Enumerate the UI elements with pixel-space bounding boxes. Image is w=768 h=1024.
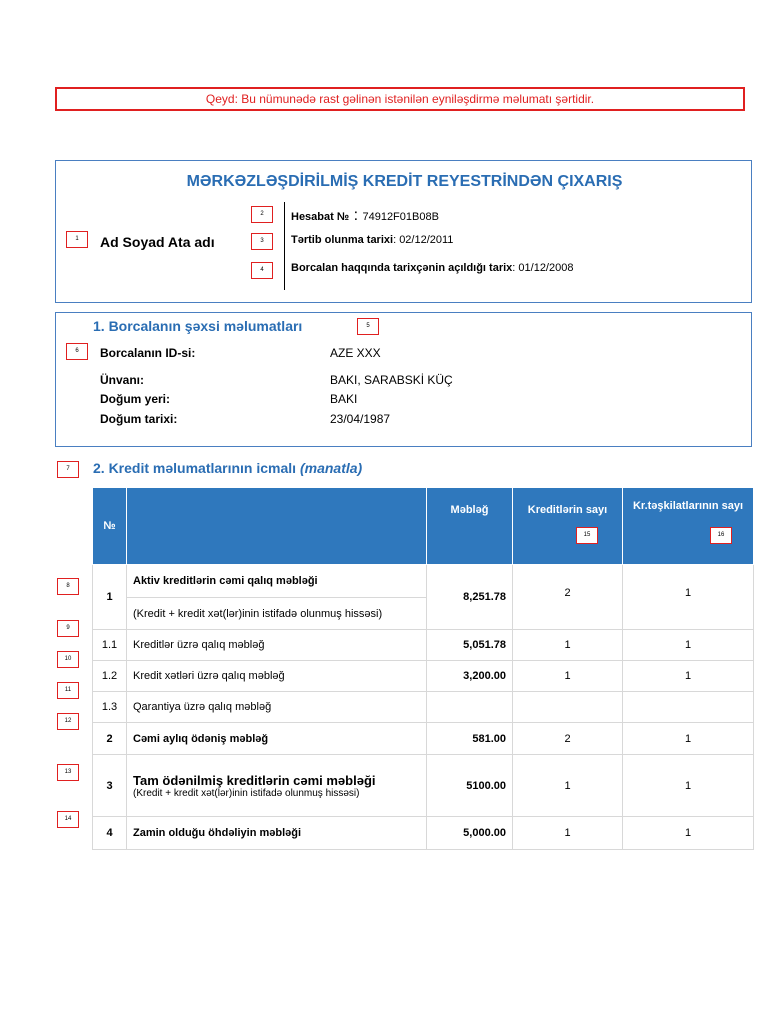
table-row xyxy=(93,565,754,598)
row-no: 1 xyxy=(93,565,127,630)
row-amount: 3,200.00 xyxy=(427,661,513,692)
report-title: MƏRKƏZLƏŞDİRİLMİŞ KREDİT REYESTRİNDƏN ÇIXARIŞ xyxy=(186,173,623,190)
row-count xyxy=(513,692,623,723)
row-label: Zamin olduğu öhdəliyin məbləği xyxy=(127,817,427,850)
row-count: 2 xyxy=(513,565,623,630)
row-label: Cəmi aylıq ödəniş məbləğ xyxy=(127,723,427,755)
row-sublabel: (Kredit + kredit xət(lər)inin istifadə olunmuş hissəsi) xyxy=(127,598,427,630)
col-header-no: № xyxy=(93,488,127,565)
row-no: 2 xyxy=(93,723,127,755)
marker-12: 12 xyxy=(57,713,79,730)
history-date-value: : 01/12/2008 xyxy=(512,262,574,274)
row-orgs: 1 xyxy=(623,630,754,661)
report-number-label: Hesabat № xyxy=(291,211,350,223)
report-header-box xyxy=(55,160,752,303)
marker-2: 2 xyxy=(251,206,273,223)
table-row xyxy=(93,817,754,850)
compiled-date-row xyxy=(291,234,453,246)
credit-summary-table xyxy=(92,487,754,850)
row-label: Kredit xətləri üzrə qalıq məbləğ xyxy=(127,661,427,692)
field-value-address: BAKI, SARABSKİ KÜÇ xyxy=(330,373,453,387)
compiled-date-label: Tərtib olunma tarixi xyxy=(291,234,394,246)
row-count: 1 xyxy=(513,661,623,692)
row-orgs: 1 xyxy=(623,661,754,692)
table-row xyxy=(93,630,754,661)
row-orgs: 1 xyxy=(623,723,754,755)
marker-15: 15 xyxy=(576,527,598,544)
marker-13: 13 xyxy=(57,764,79,781)
row-amount: 5,051.78 xyxy=(427,630,513,661)
table-header-row xyxy=(93,488,754,565)
disclaimer-note: Qeyd: Bu nümunədə rast gəlinən istənilən eyniləşdirmə məlumatı şərtidir. xyxy=(55,87,745,111)
marker-8: 8 xyxy=(57,578,79,595)
row-label: Tam ödənilmiş kreditlərin cəmi məbləği xyxy=(133,772,376,788)
table-row xyxy=(93,661,754,692)
row-count: 1 xyxy=(513,817,623,850)
report-number-sep: : xyxy=(349,207,363,224)
marker-4: 4 xyxy=(251,262,273,279)
field-label-birthplace: Doğum yeri: xyxy=(100,392,171,406)
row-no: 1.3 xyxy=(93,692,127,723)
marker-10: 10 xyxy=(57,651,79,668)
row-count: 2 xyxy=(513,723,623,755)
row-count: 1 xyxy=(513,755,623,817)
row-orgs xyxy=(623,692,754,723)
row-no: 1.1 xyxy=(93,630,127,661)
history-date-row xyxy=(291,262,573,274)
field-value-birthplace: BAKI xyxy=(330,392,358,406)
summary-title-text: 2. Kredit məlumatlarının icmalı xyxy=(93,460,297,476)
row-amount xyxy=(427,692,513,723)
marker-5: 5 xyxy=(357,318,379,335)
history-date-label: Borcalan haqqında tarixçənin açıldığı tarix xyxy=(291,262,513,274)
table-row xyxy=(93,723,754,755)
row-amount: 8,251.78 xyxy=(427,565,513,630)
row-orgs: 1 xyxy=(623,755,754,817)
personal-section-title: 1. Borcalanın şəxsi məlumatları xyxy=(93,318,303,334)
col-header-count: Kreditlərin sayı xyxy=(513,488,623,565)
row-orgs: 1 xyxy=(623,817,754,850)
row-no: 4 xyxy=(93,817,127,850)
col-header-amount: Məbləğ xyxy=(427,488,513,565)
marker-1: 1 xyxy=(66,231,88,248)
row-label: Qarantiya üzrə qalıq məbləğ xyxy=(127,692,427,723)
marker-11: 11 xyxy=(57,682,79,699)
field-label-birthdate: Doğum tarixi: xyxy=(100,412,178,426)
row-no: 3 xyxy=(93,755,127,817)
marker-6: 6 xyxy=(66,343,88,360)
marker-9: 9 xyxy=(57,620,79,637)
compiled-date-value: : 02/12/2011 xyxy=(393,234,454,246)
row-sublabel: (Kredit + kredit xət(lər)inin istifadə olunmuş hissəsi) xyxy=(133,787,360,799)
summary-section-title xyxy=(93,460,362,476)
row-no: 1.2 xyxy=(93,661,127,692)
col-header-desc xyxy=(127,488,427,565)
borrower-name: Ad Soyad Ata adı xyxy=(100,234,215,250)
table-row xyxy=(93,692,754,723)
marker-3: 3 xyxy=(251,233,273,250)
row-amount: 5100.00 xyxy=(427,755,513,817)
row-amount: 581.00 xyxy=(427,723,513,755)
report-number-value: 74912F01B08B xyxy=(362,211,439,223)
row-label: Kreditlər üzrə qalıq məbləğ xyxy=(127,630,427,661)
report-number-row xyxy=(291,207,439,225)
row-label-cell xyxy=(127,755,427,817)
field-label-id: Borcalanın ID-si: xyxy=(100,346,196,360)
header-divider xyxy=(284,202,285,290)
marker-14: 14 xyxy=(57,811,79,828)
table-row xyxy=(93,755,754,817)
marker-7: 7 xyxy=(57,461,79,478)
row-amount: 5,000.00 xyxy=(427,817,513,850)
marker-16: 16 xyxy=(710,527,732,544)
col-header-orgs: Kr.təşkilatlarının sayı xyxy=(623,488,754,565)
field-value-birthdate: 23/04/1987 xyxy=(330,412,391,426)
row-label: Aktiv kreditlərin cəmi qalıq məbləği xyxy=(127,565,427,598)
field-label-address: Ünvanı: xyxy=(100,373,145,387)
row-count: 1 xyxy=(513,630,623,661)
summary-title-unit: (manatla) xyxy=(299,460,363,476)
row-orgs: 1 xyxy=(623,565,754,630)
field-value-id: AZE XXX xyxy=(330,346,381,360)
